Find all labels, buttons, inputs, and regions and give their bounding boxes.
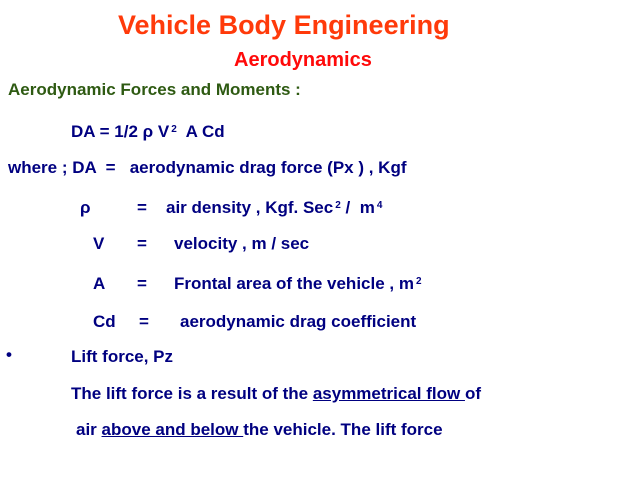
- def-rho-text: [166, 198, 382, 218]
- def-a-symbol: A: [93, 274, 106, 293]
- def-rho-eq: =: [137, 198, 147, 217]
- where-line: where ; DA = aerodynamic drag force (Px ) , Kgf: [8, 158, 407, 177]
- section-heading: Aerodynamic Forces and Moments :: [8, 80, 301, 99]
- def-rho-label: air density , Kgf. Sec: [166, 198, 334, 217]
- slide-title: Vehicle Body Engineering: [118, 10, 450, 40]
- slide-subtitle: Aerodynamics: [234, 49, 372, 71]
- asymmetrical-flow-link[interactable]: asymmetrical flow: [312, 384, 465, 403]
- para1-post: of: [464, 384, 481, 403]
- def-rho-exp1: 2: [335, 200, 341, 211]
- paragraph-line-1: [71, 384, 481, 404]
- formula-right: A Cd: [176, 122, 225, 141]
- def-cd-symbol: Cd: [93, 312, 116, 331]
- def-rho-symbol: ρ: [80, 198, 91, 217]
- def-cd-eq: =: [139, 312, 149, 331]
- def-a-label: Frontal area of the vehicle , m: [174, 274, 414, 293]
- def-a-eq: =: [137, 274, 147, 293]
- paragraph-line-2: [76, 420, 443, 440]
- formula-exponent: 2: [171, 124, 177, 135]
- def-a-exp: 2: [415, 276, 422, 287]
- formula-left: DA = 1/2 ρ V: [71, 122, 170, 141]
- bullet-lift-force: Lift force, Pz: [71, 347, 174, 366]
- def-v-eq: =: [137, 234, 147, 253]
- def-v-text: velocity , m / sec: [174, 234, 310, 253]
- def-a-text: [174, 274, 422, 294]
- para2-pre: air: [76, 420, 102, 439]
- def-rho-mid: / m: [340, 198, 375, 217]
- above-and-below-link[interactable]: above and below: [101, 420, 244, 439]
- bullet-marker: •: [6, 345, 12, 364]
- para2-post: the vehicle. The lift force: [243, 420, 443, 439]
- def-rho-exp2: 4: [376, 200, 383, 211]
- drag-formula: [71, 122, 225, 142]
- def-v-symbol: V: [93, 234, 105, 253]
- def-cd-text: aerodynamic drag coefficient: [180, 312, 417, 331]
- para1-pre: The lift force is a result of the: [71, 384, 313, 403]
